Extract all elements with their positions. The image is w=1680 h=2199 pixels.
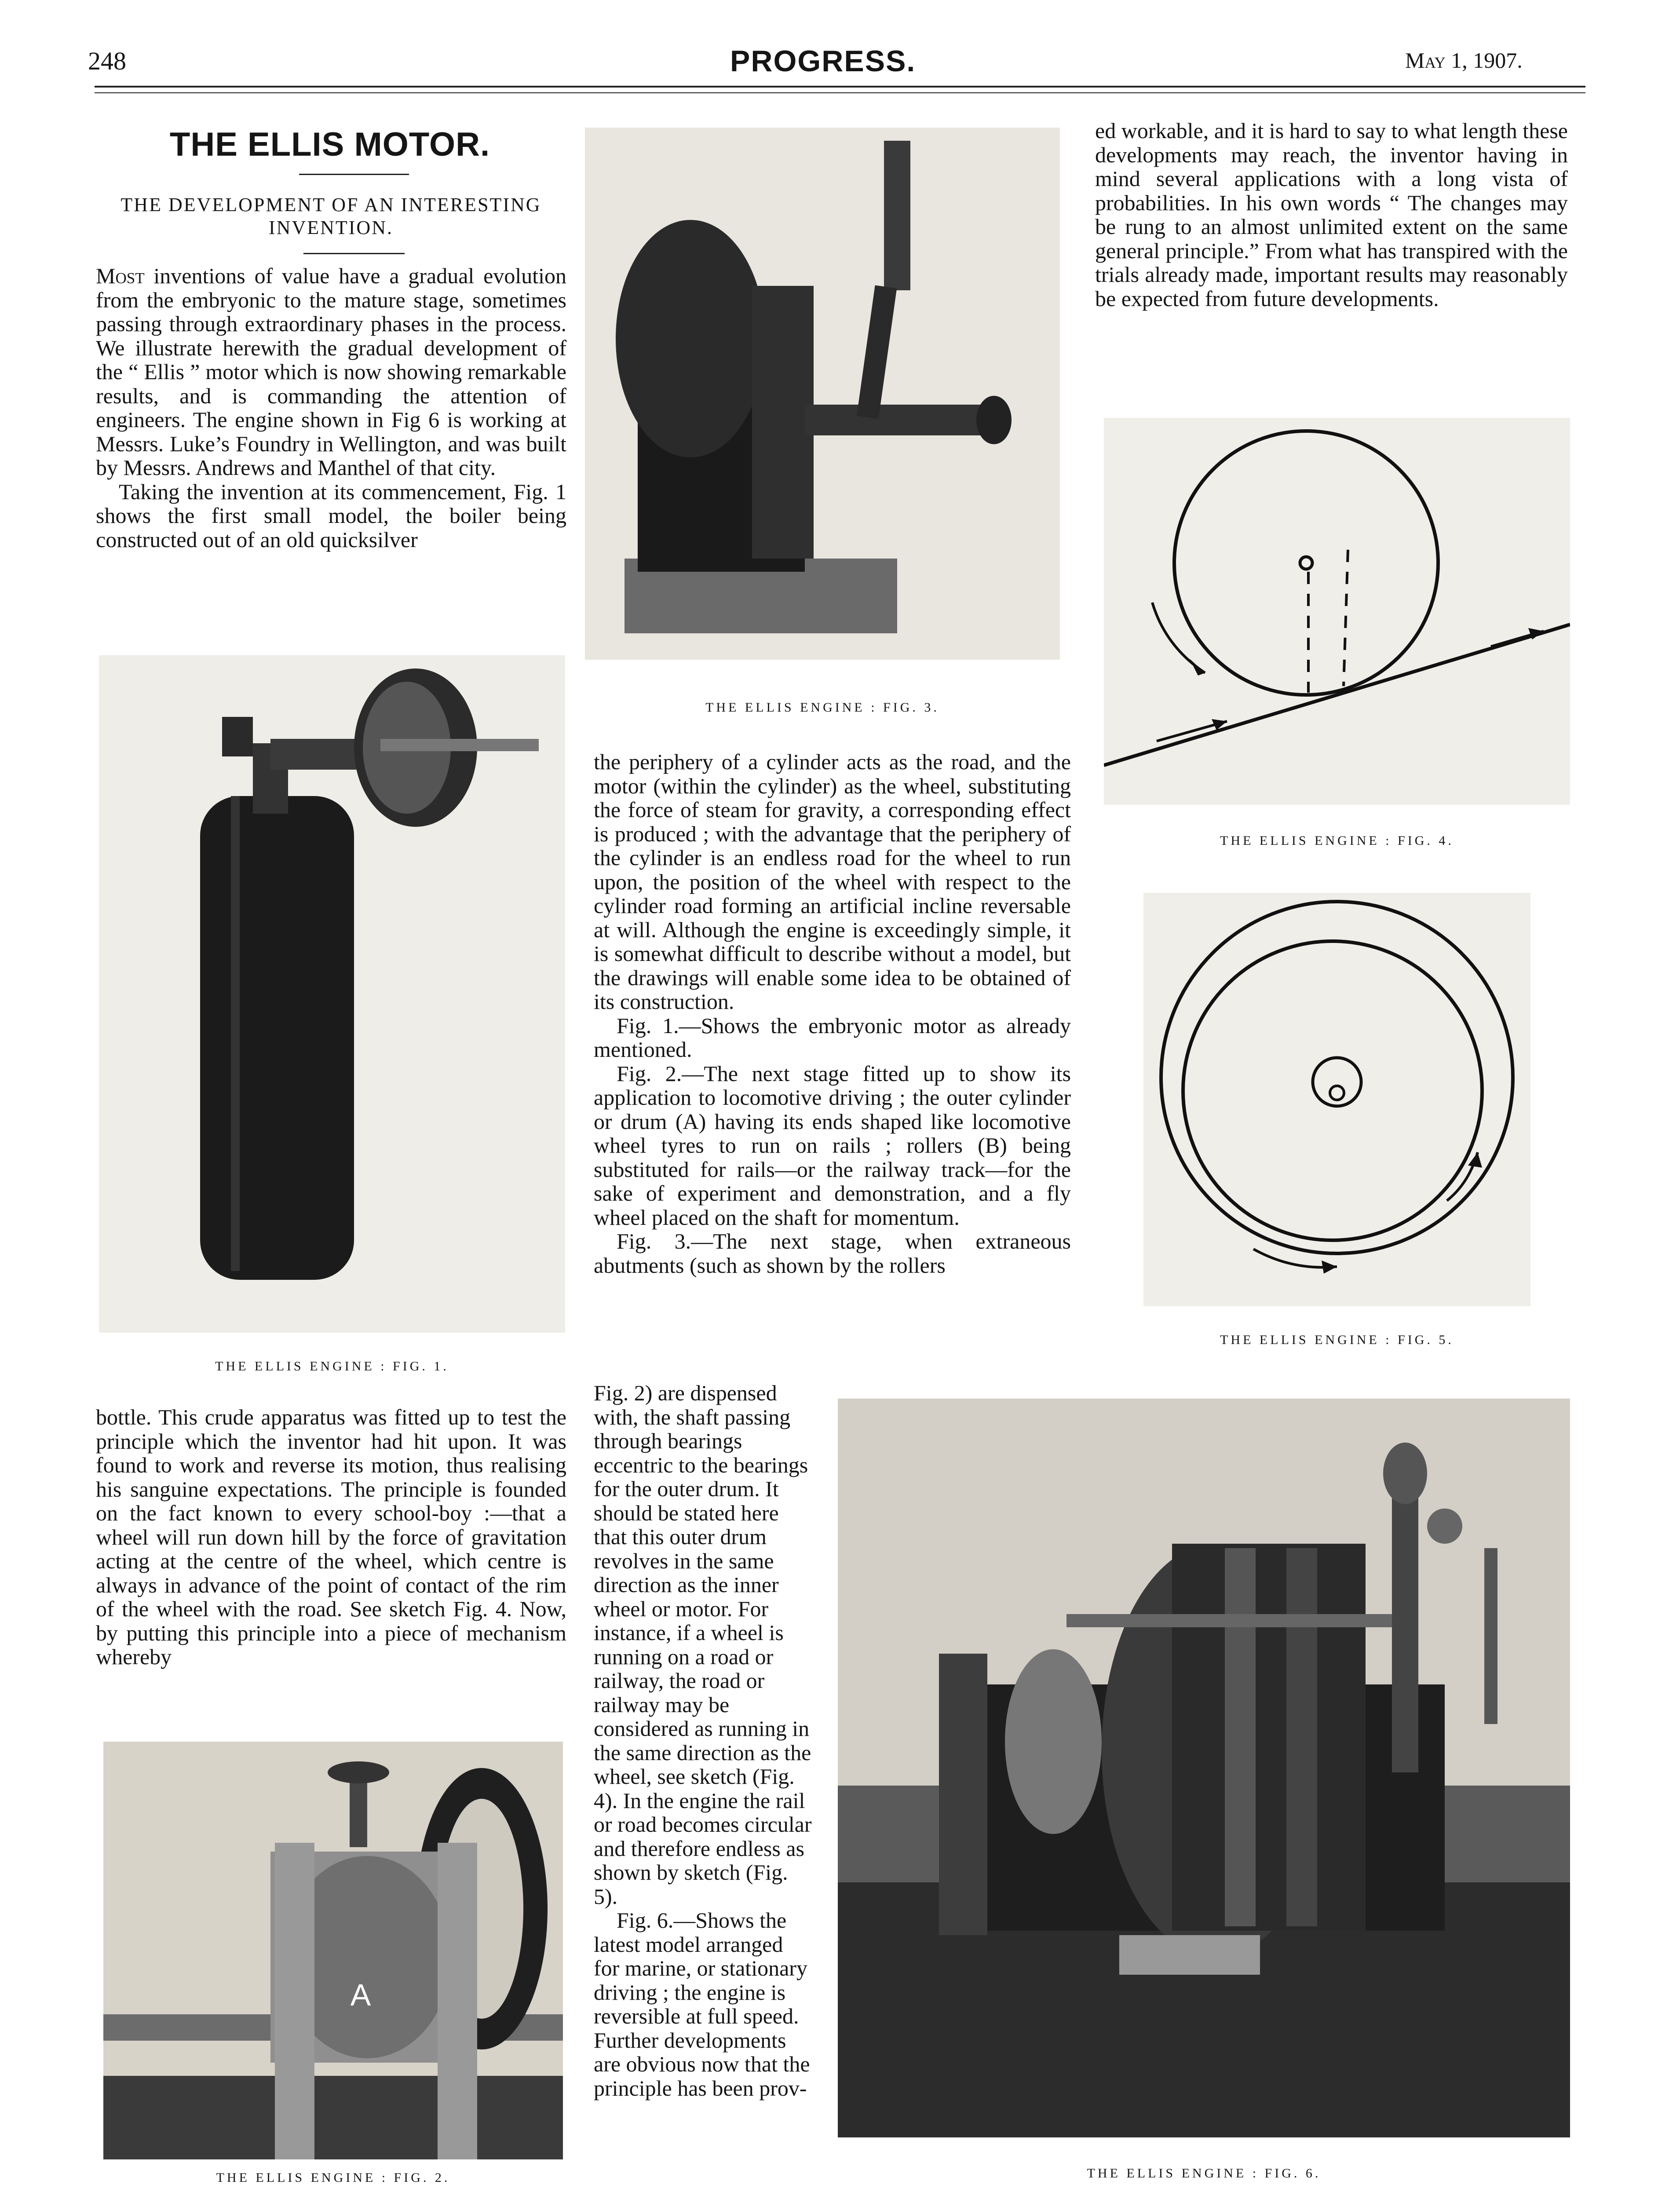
article-subtitle: THE DEVELOPMENT OF AN INTERESTING INVENTION. (121, 194, 541, 238)
column-2-narrow (594, 1381, 814, 2100)
issue-date: May 1, 1907. (1405, 48, 1523, 73)
fig3-photo (585, 128, 1060, 660)
paragraph-7b: Fig. 2) are dispensed with, the shaft passing through bearings eccentric to the bearings for the outer drum. It should be stated here that this outer drum revolves in the same direction as the inner wheel or motor. For instance, if a wheel is running on a road or railway, the road or railway may be considered as running in the same direction as the wheel, see sketch (Fig. 4). In the engine the rail or road becomes circular and therefore endless as shown by sketch (Fig. 5). (594, 1381, 812, 1909)
fig2-caption: THE ELLIS ENGINE : FIG. 2. (216, 2170, 450, 2185)
title-divider (299, 174, 409, 175)
paragraph-4: the periphery of a cylinder acts as the road, and the motor (within the cylinder) as the wheel, substituting the force of steam for gravity, a corresponding effect is produced ; with the advantage that the periphery of the cylinder is an endless road for the wheel to run upon, the position of the wheel with respect to the cylinder road forming an artificial incline reversable at will. Although the engine is exceedingly simple, it is somewhat difficult to describe without a model, but the drawings will enable some idea to be obtained of its construction. (594, 749, 1071, 1014)
paragraph-2: Taking the invention at its commencement, Fig. 1 shows the first small model, the boiler being constructed out of an old quicksilver (96, 479, 566, 552)
header-rule-bottom (95, 92, 1585, 93)
column-2-top (594, 750, 1071, 1277)
paragraph-7: Fig. 3.—The next stage, when extraneous abutments (such as shown by the rollers (594, 1229, 1071, 1278)
column-1-top (96, 264, 566, 552)
paragraph-3: bottle. This crude apparatus was fitted up to test the principle which the inventor had hit upon. It was found to work and reverse its motion, thus realising his sanguine expectations. The principle is founded on the fact known to every school-boy :—that a wheel will run down hill by the force of gravitation acting at the centre of the wheel, which centre is always in advance of the point of contact of the rim of the wheel with the road. See sketch Fig. 4. Now, by putting this principle into a piece of mechanism whereby (96, 1405, 566, 1669)
paragraph-9: ed workable, and it is hard to say to what length these developments may reach, the inventor having in mind several applications with a long vista of probabilities. In his own words “ The changes may be rung to an almost unlimited extent on the same general principle.” From what has transpired with the trials already made, important results may reasonably be expected from future developments. (1095, 118, 1568, 311)
fig1-caption: THE ELLIS ENGINE : FIG. 1. (215, 1359, 449, 1373)
fig4-caption: THE ELLIS ENGINE : FIG. 4. (1220, 833, 1454, 848)
fig2-photo (103, 1742, 563, 2159)
fig1-photo (99, 655, 565, 1333)
paragraph-8: Fig. 6.—Shows the latest model arranged for marine, or stationary driving ; the engine is reversible at full speed. Further developments are obvious now that the principle has been prov- (594, 1908, 810, 2100)
column-3 (1095, 119, 1568, 310)
fig6-photo (838, 1399, 1570, 2137)
fig3-caption: THE ELLIS ENGINE : FIG. 3. (705, 700, 939, 715)
paragraph-5: Fig. 1.—Shows the embryonic motor as already mentioned. (594, 1013, 1071, 1062)
page-number: 248 (88, 47, 126, 75)
article-title: THE ELLIS MOTOR. (169, 126, 490, 163)
journal-title: PROGRESS. (730, 44, 916, 78)
fig2-drum-label: A (350, 1978, 371, 2012)
fig4-photo (1104, 418, 1570, 805)
column-1-bottom (96, 1405, 566, 1669)
paragraph-1: Most inventions of value have a gradual evolution from the embryonic to the mature stage, sometimes passing through extraordinary phases in the process. We illustrate herewith the gradual development of the “ Ellis ” motor which is now showing remarkable results, and is commanding the attention of engineers. The engine shown in Fig 6 is working at Messrs. Luke’s Foundry in Wellington, and was built by Messrs. Andrews and Manthel of that city. (96, 263, 566, 480)
fig6-caption: THE ELLIS ENGINE : FIG. 6. (1087, 2166, 1321, 2181)
subtitle-divider (303, 253, 405, 254)
fig5-caption: THE ELLIS ENGINE : FIG. 5. (1220, 1333, 1454, 1347)
fig5-photo (1143, 893, 1530, 1306)
paragraph-6: Fig. 2.—The next stage fitted up to show its application to locomotive driving ; the outer cylinder or drum (A) having its ends shaped like locomotive wheel tyres to run on rails ; rollers (B) being substituted for rails—or the railway track—for the sake of experiment and demonstration, and a fly wheel placed on the shaft for momentum. (594, 1061, 1071, 1230)
header-rule-top (95, 86, 1585, 88)
